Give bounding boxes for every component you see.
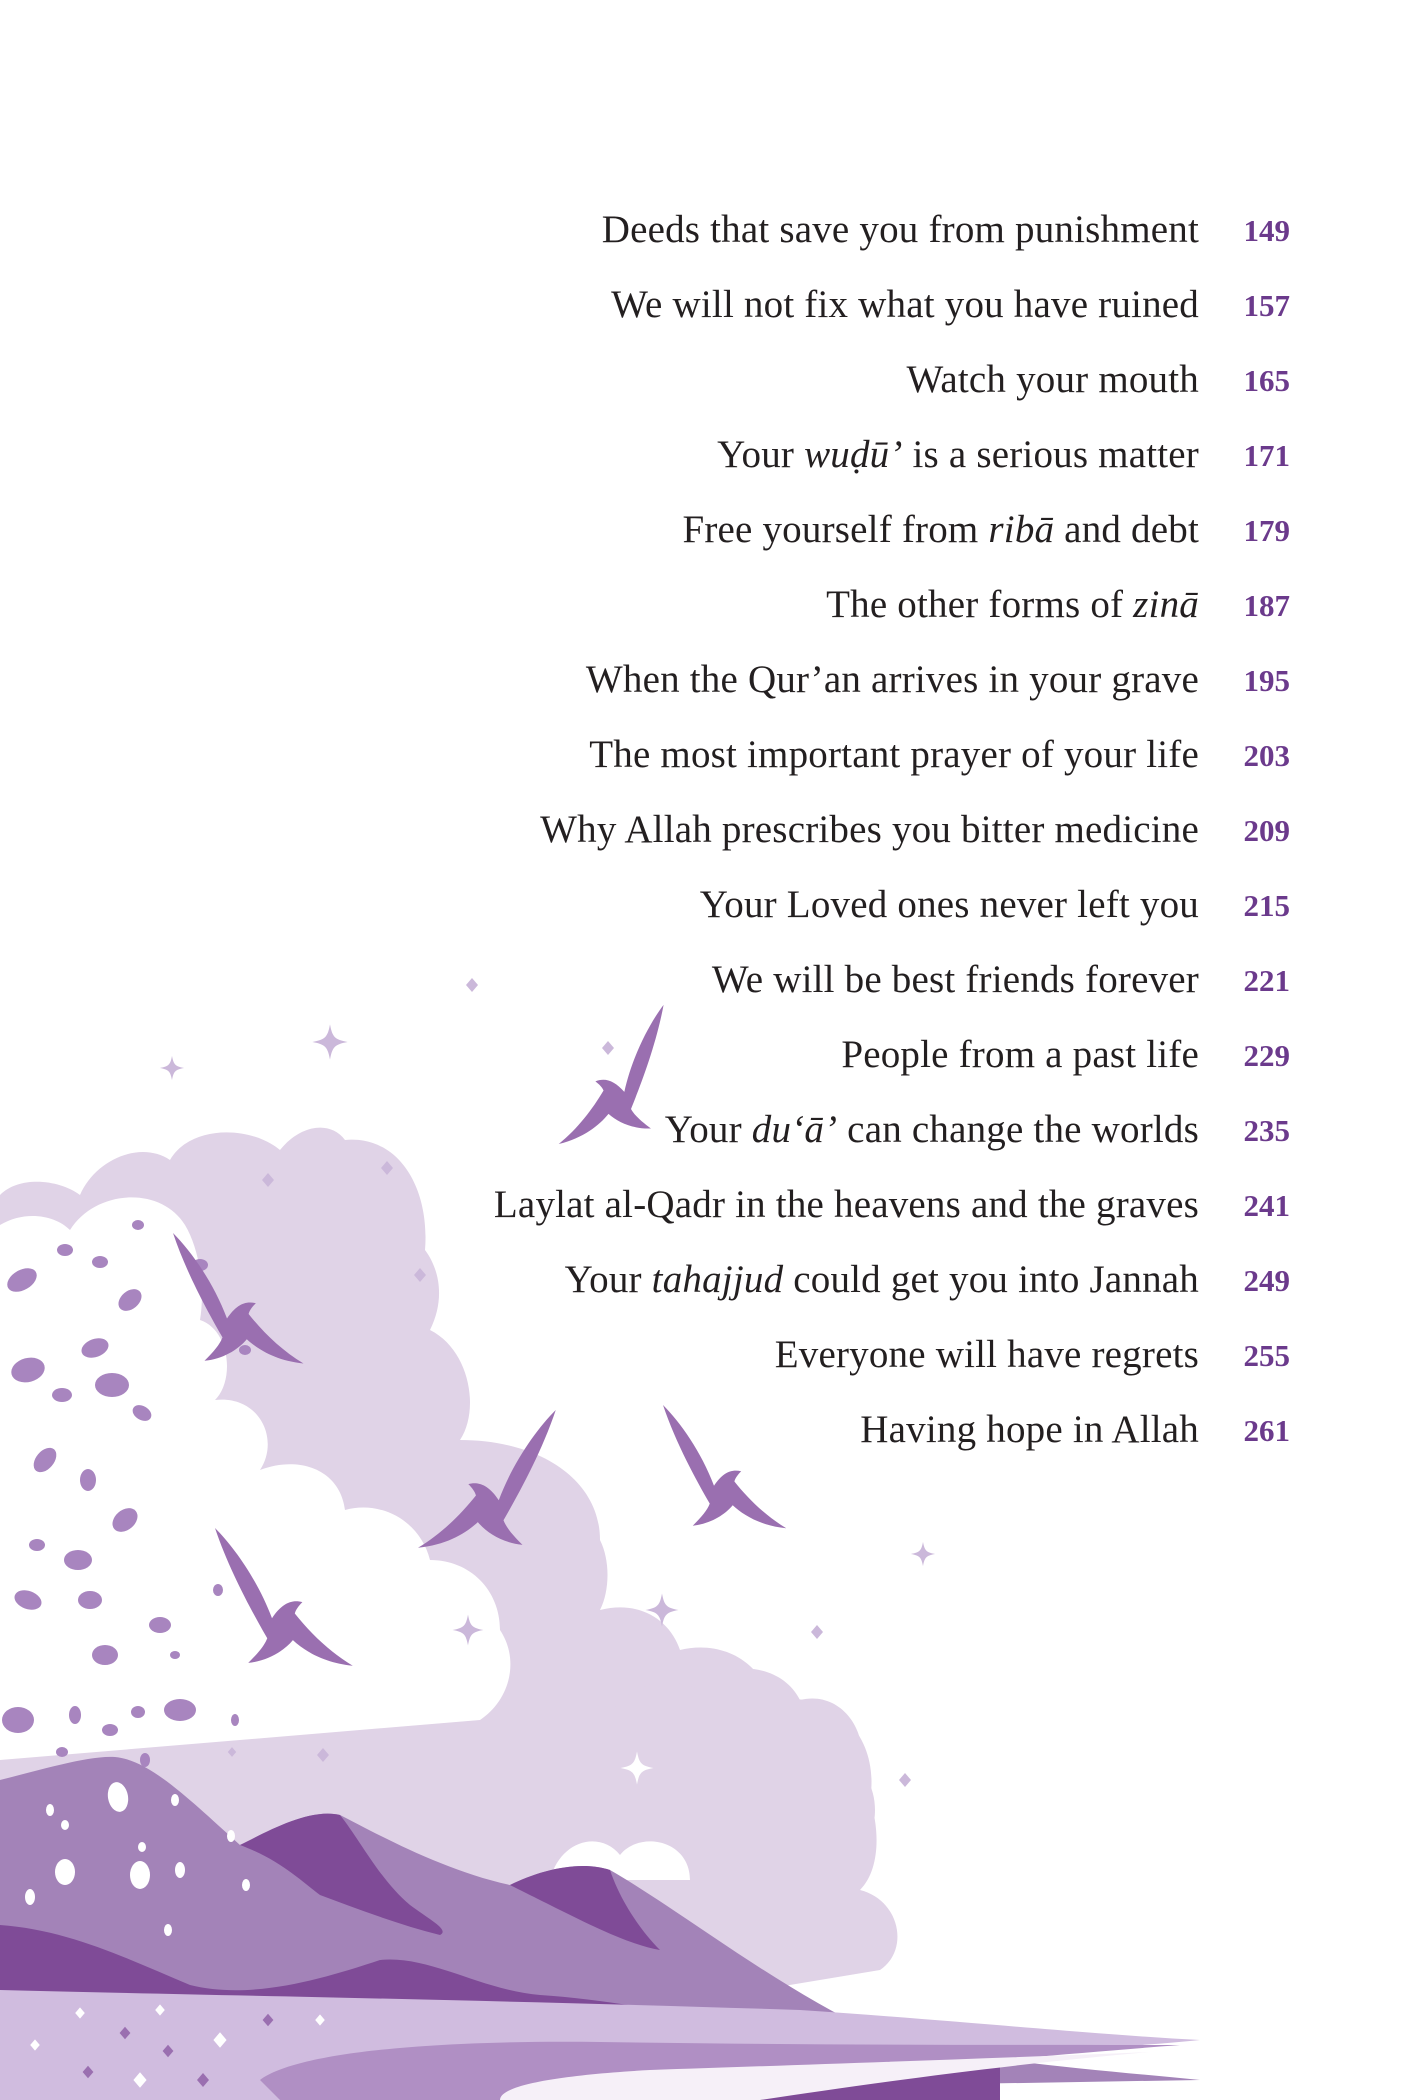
toc-entry-title: [611, 275, 1199, 335]
toc-title-text: can change the worlds: [837, 1108, 1199, 1151]
toc-entry[interactable]: [0, 500, 1409, 560]
toc-title-text: We will not fix what you have ruined: [611, 283, 1199, 326]
toc-entry-title: [712, 950, 1199, 1010]
toc-entry-title: [775, 1325, 1199, 1385]
toc-entry-title: [700, 875, 1199, 935]
toc-title-text: Everyone will have regrets: [774, 1333, 1199, 1376]
toc-entry[interactable]: [0, 575, 1409, 635]
toc-title-text: Your: [717, 433, 805, 476]
toc-entry-page-number: 241: [1243, 1188, 1290, 1223]
toc-entry-title: [540, 800, 1199, 860]
toc-title-text: Free yourself from: [682, 508, 989, 551]
toc-title-italic-term: ribā: [988, 508, 1055, 551]
toc-entry-page-number: 255: [1243, 1338, 1290, 1373]
toc-title-text: Your: [664, 1108, 752, 1151]
toc-entry-page-number: 249: [1243, 1263, 1290, 1298]
toc-entry-title: [841, 1025, 1199, 1085]
toc-entry[interactable]: [0, 1025, 1409, 1085]
toc-entry-title: [565, 1250, 1199, 1310]
toc-title-text: Watch your mouth: [906, 358, 1199, 401]
toc-entry-page-number: 195: [1243, 663, 1290, 698]
toc-entry[interactable]: [0, 425, 1409, 485]
toc-entry-title: [494, 1175, 1199, 1235]
toc-entry[interactable]: [0, 800, 1409, 860]
toc-entry-page-number: 261: [1243, 1413, 1290, 1448]
toc-title-text: Having hope in Allah: [860, 1408, 1199, 1451]
toc-title-text: We will be best friends forever: [711, 958, 1199, 1001]
toc-title-text: Why Allah prescribes you bitter medicine: [540, 808, 1199, 851]
toc-title-text: Your: [564, 1258, 652, 1301]
toc-entry[interactable]: [0, 650, 1409, 710]
toc-entry-page-number: 235: [1243, 1113, 1290, 1148]
toc-entry-title: [826, 575, 1199, 635]
toc-entry-page-number: 221: [1243, 963, 1290, 998]
toc-entry-title: [717, 425, 1199, 485]
toc-entry[interactable]: [0, 350, 1409, 410]
toc-entry-page-number: 203: [1243, 738, 1290, 773]
toc-title-text: Deeds that save you from punishment: [601, 208, 1199, 251]
toc-entry-page-number: 179: [1243, 513, 1290, 548]
toc-title-text: When the Qur’an arrives in your grave: [585, 658, 1199, 701]
toc-title-text: and debt: [1054, 508, 1199, 551]
toc-entry-title: [906, 350, 1199, 410]
toc-entry-title: [589, 725, 1199, 785]
toc-entry-page-number: 149: [1243, 213, 1290, 248]
toc-title-italic-term: du‘ā’: [751, 1108, 838, 1151]
toc-entry-page-number: 165: [1243, 363, 1290, 398]
toc-entry[interactable]: [0, 1400, 1409, 1460]
toc-entry[interactable]: [0, 1250, 1409, 1310]
toc-title-text: Your Loved ones never left you: [699, 883, 1199, 926]
toc-entry-page-number: 215: [1243, 888, 1290, 923]
toc-entry-page-number: 171: [1243, 438, 1290, 473]
toc-title-text: People from a past life: [841, 1033, 1199, 1076]
toc-entry[interactable]: [0, 950, 1409, 1010]
toc-entry[interactable]: [0, 275, 1409, 335]
toc-entry[interactable]: [0, 1325, 1409, 1385]
toc-title-text: could get you into Jannah: [783, 1258, 1199, 1301]
toc-entry-page-number: 229: [1243, 1038, 1290, 1073]
toc-entry-title: [602, 200, 1199, 260]
toc-entry-page-number: 157: [1243, 288, 1290, 323]
river: [0, 1990, 1200, 2100]
toc-entry[interactable]: [0, 725, 1409, 785]
toc-title-text: Laylat al-Qadr in the heavens and the graves: [493, 1183, 1199, 1226]
toc-title-text: The most important prayer of your life: [589, 733, 1199, 776]
toc-title-italic-term: tahajjud: [651, 1258, 784, 1301]
cloud-lower: [600, 1669, 875, 1850]
toc-title-italic-term: wuḍū’: [804, 433, 903, 476]
toc-title-italic-term: zinā: [1133, 583, 1199, 626]
toc-title-text: The other forms of: [826, 583, 1134, 626]
toc-title-text: is a serious matter: [902, 433, 1199, 476]
toc-entry-page-number: 209: [1243, 813, 1290, 848]
toc-entry-title: [682, 500, 1199, 560]
toc-entry-title: [665, 1100, 1199, 1160]
toc-entry-title: [586, 650, 1199, 710]
toc-entry[interactable]: [0, 200, 1409, 260]
toc-entry-title: [860, 1400, 1199, 1460]
toc-entry[interactable]: [0, 1100, 1409, 1160]
toc-entry[interactable]: [0, 1175, 1409, 1235]
toc-entry-page-number: 187: [1243, 588, 1290, 623]
toc-entry[interactable]: [0, 875, 1409, 935]
